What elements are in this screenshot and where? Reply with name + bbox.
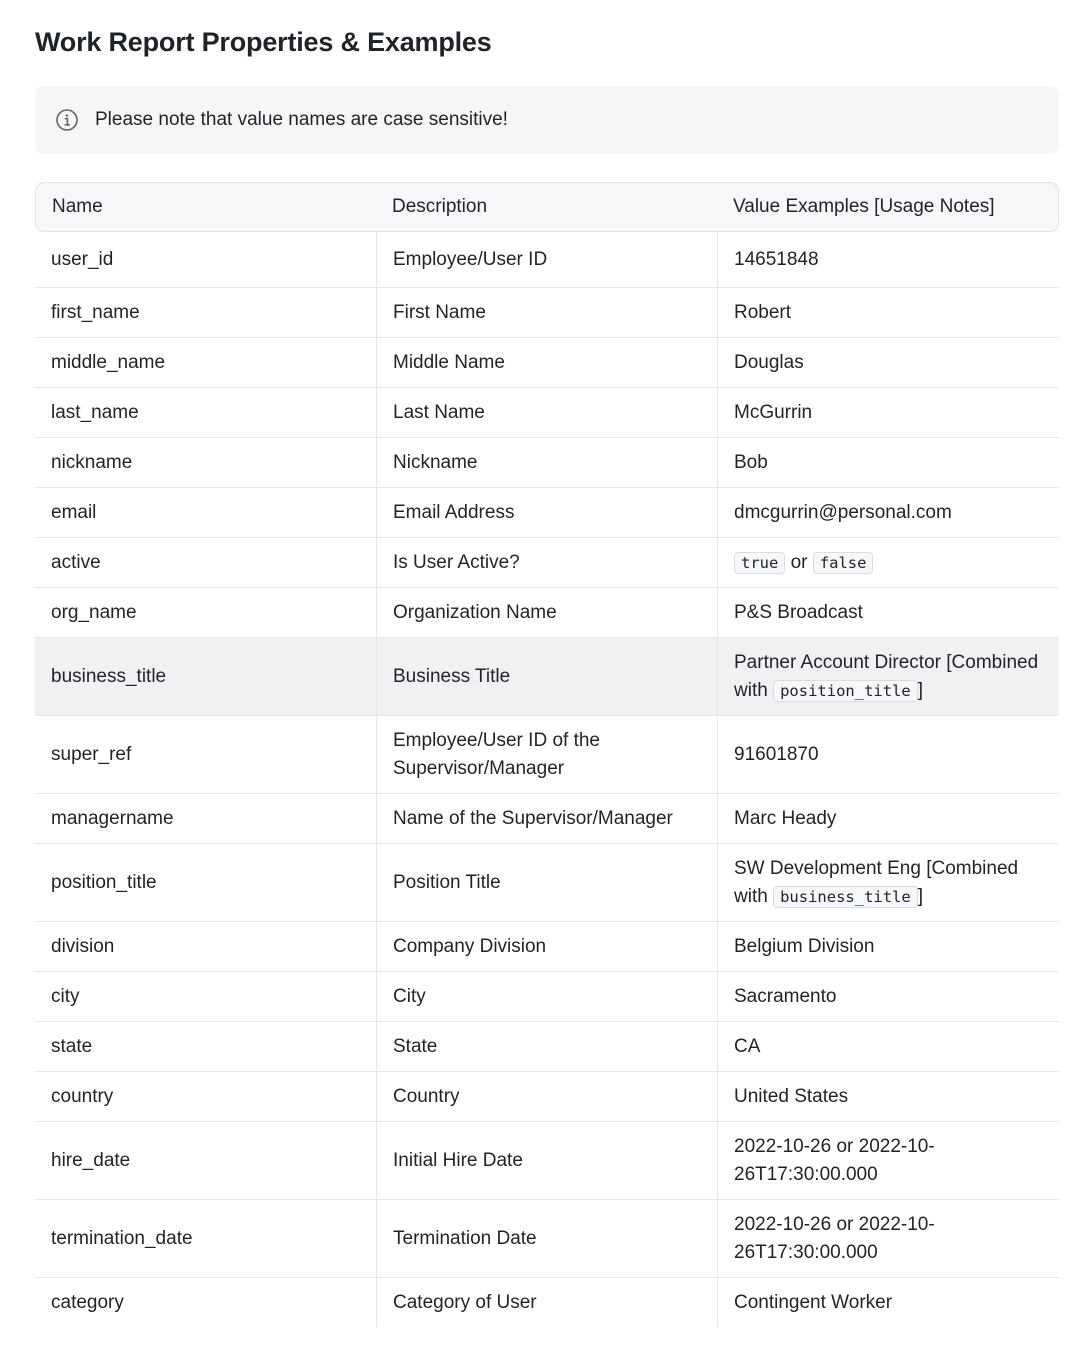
cell-description: Company Division: [376, 922, 717, 972]
cell-description: Middle Name: [376, 338, 717, 388]
code-position-title: position_title: [773, 680, 918, 702]
cell-value: [717, 844, 1059, 922]
value-text: Partner Account Director [Combined with: [734, 651, 1039, 701]
cell-name: managername: [35, 794, 376, 844]
cell-value: [717, 638, 1059, 716]
table-row: [35, 1122, 1059, 1200]
table-row: [35, 1278, 1059, 1327]
cell-description: Position Title: [376, 844, 717, 922]
cell-value: Douglas: [717, 338, 1059, 388]
value-text: SW Development Eng [Combined with: [734, 857, 1019, 907]
value-text-end: ]: [917, 679, 924, 701]
column-header-value-examples: Value Examples [Usage Notes]: [717, 182, 1059, 232]
table-row: [35, 388, 1059, 438]
cell-description: Nickname: [376, 438, 717, 488]
table-header-row: [35, 182, 1059, 232]
cell-name: country: [35, 1072, 376, 1122]
properties-table: [35, 182, 1059, 1327]
table-row: [35, 716, 1059, 794]
column-header-name: Name: [35, 182, 376, 232]
cell-name: city: [35, 972, 376, 1022]
cell-description: Email Address: [376, 488, 717, 538]
cell-name: division: [35, 922, 376, 972]
note-text: Please note that value names are case sensitive!: [95, 109, 508, 130]
cell-name: state: [35, 1022, 376, 1072]
code-false: false: [813, 552, 874, 574]
table-row: [35, 288, 1059, 338]
cell-name: last_name: [35, 388, 376, 438]
table-row: [35, 922, 1059, 972]
cell-description: Name of the Supervisor/Manager: [376, 794, 717, 844]
table-row: [35, 488, 1059, 538]
cell-name: email: [35, 488, 376, 538]
cell-name: org_name: [35, 588, 376, 638]
cell-name: nickname: [35, 438, 376, 488]
cell-value: dmcgurrin@personal.com: [717, 488, 1059, 538]
cell-value: 2022-10-26 or 2022-10-26T17:30:00.000: [717, 1122, 1059, 1200]
info-circle-icon: [55, 108, 79, 132]
table-row: [35, 844, 1059, 922]
cell-value: McGurrin: [717, 388, 1059, 438]
cell-name: position_title: [35, 844, 376, 922]
cell-value: 2022-10-26 or 2022-10-26T17:30:00.000: [717, 1200, 1059, 1278]
cell-description: First Name: [376, 288, 717, 338]
table-row: [35, 588, 1059, 638]
cell-description: State: [376, 1022, 717, 1072]
cell-name: business_title: [35, 638, 376, 716]
table-row: [35, 794, 1059, 844]
cell-value: P&S Broadcast: [717, 588, 1059, 638]
code-true: true: [734, 552, 785, 574]
cell-name: super_ref: [35, 716, 376, 794]
table-row: [35, 1200, 1059, 1278]
cell-value: 14651848: [717, 232, 1059, 288]
cell-description: Termination Date: [376, 1200, 717, 1278]
table-row-highlighted: [35, 638, 1059, 716]
table-row: [35, 538, 1059, 588]
table-row: [35, 1022, 1059, 1072]
table-row: [35, 972, 1059, 1022]
cell-description: Organization Name: [376, 588, 717, 638]
cell-name: termination_date: [35, 1200, 376, 1278]
cell-value: Robert: [717, 288, 1059, 338]
cell-name: first_name: [35, 288, 376, 338]
cell-description: Business Title: [376, 638, 717, 716]
cell-value: Sacramento: [717, 972, 1059, 1022]
page-title: Work Report Properties & Examples: [35, 27, 492, 57]
table-row: [35, 232, 1059, 288]
cell-description: Category of User: [376, 1278, 717, 1327]
cell-name: category: [51, 1291, 124, 1313]
cell-name: hire_date: [35, 1122, 376, 1200]
cell-value: CA: [717, 1022, 1059, 1072]
value-text-end: ]: [917, 885, 924, 907]
cell-value: Belgium Division: [717, 922, 1059, 972]
cell-description: Is User Active?: [376, 538, 717, 588]
table-row: [35, 338, 1059, 388]
cell-value: [717, 538, 1059, 588]
cell-description: Employee/User ID of the Supervisor/Manager: [376, 716, 717, 794]
code-business-title: business_title: [773, 886, 918, 908]
cell-name: active: [35, 538, 376, 588]
cell-value: 91601870: [717, 716, 1059, 794]
value-connector: or: [785, 551, 813, 573]
cell-description: Employee/User ID: [376, 232, 717, 288]
cell-value: Marc Heady: [717, 794, 1059, 844]
cell-name: user_id: [35, 232, 376, 288]
column-header-description: Description: [376, 182, 717, 232]
table-row: [35, 1072, 1059, 1122]
table-row: [35, 438, 1059, 488]
cell-description: City: [376, 972, 717, 1022]
cell-value: Contingent Worker: [717, 1278, 1059, 1327]
cell-value: United States: [717, 1072, 1059, 1122]
cell-name: middle_name: [35, 338, 376, 388]
cell-value: Bob: [717, 438, 1059, 488]
cell-description: Last Name: [376, 388, 717, 438]
cell-description: Initial Hire Date: [376, 1122, 717, 1200]
cell-description: Country: [376, 1072, 717, 1122]
case-sensitivity-note: [35, 86, 1059, 154]
